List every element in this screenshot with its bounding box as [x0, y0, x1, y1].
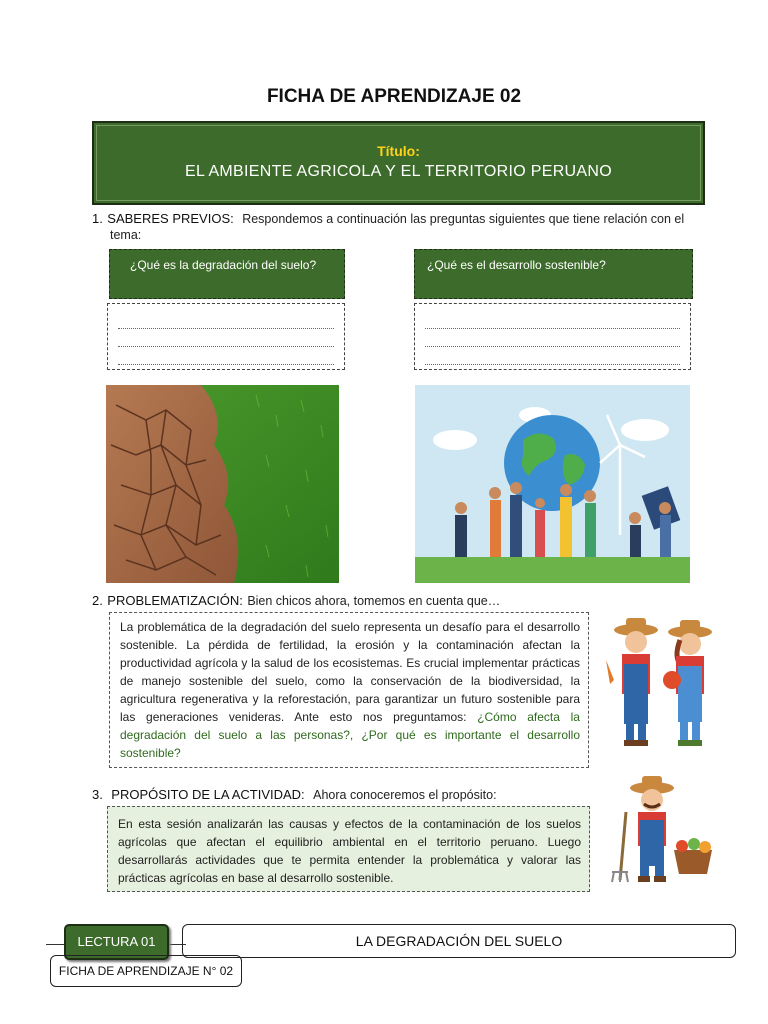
- section-number: 1.: [92, 211, 103, 226]
- sheet-label-box: [50, 955, 242, 987]
- answer-box-desarrollo[interactable]: [414, 303, 691, 370]
- question-text: ¿Qué es el desarrollo sostenible?: [427, 258, 606, 272]
- section-problematizacion: [92, 592, 612, 610]
- reading-title-box: [182, 924, 736, 958]
- section-number: 3.: [92, 787, 103, 802]
- question-box-degradacion: [109, 249, 345, 299]
- title-subtitle: EL AMBIENTE AGRICOLA Y EL TERRITORIO PERUANO: [185, 163, 612, 180]
- soil-degradation-image: [106, 385, 339, 583]
- section-number: 2.: [92, 593, 103, 608]
- farmers-couple-image: [600, 612, 725, 752]
- sheet-label: FICHA DE APRENDIZAJE N° 02: [58, 964, 234, 978]
- section-heading: SABERES PREVIOS:: [107, 211, 234, 226]
- answer-line: [118, 330, 334, 347]
- section-intro-cont: tema:: [110, 228, 142, 242]
- reading-title: LA DEGRADACIÓN DEL SUELO: [355, 933, 563, 949]
- section-heading: PROBLEMATIZACIÓN:: [107, 593, 243, 608]
- section-proposito: [92, 786, 612, 804]
- problem-text-box: [109, 612, 589, 768]
- answer-line: [425, 312, 680, 329]
- reading-label: LECTURA 01: [77, 934, 156, 949]
- answer-line: [118, 312, 334, 329]
- answer-line: [425, 348, 680, 365]
- section-intro: Ahora conoceremos el propósito:: [313, 788, 497, 802]
- page-title: FICHA DE APRENDIZAJE 02: [266, 86, 522, 107]
- title-label: Título:: [377, 143, 420, 159]
- answer-line: [425, 330, 680, 347]
- title-banner: [92, 121, 705, 205]
- purpose-body: En esta sesión analizarán las causas y efectos de la contaminación de los suelos agrícolas que afectan el equilibrio ambiental en el territorio peruano. Luego desarrollarás actividades que te permita entender la problemática y valorar las prácticas agrícolas en base al desarrollo sostenible.: [118, 817, 581, 885]
- question-text: ¿Qué es la degradación del suelo?: [130, 258, 317, 272]
- problem-question: ¿Cómo afecta la degradación del suelo a las personas?, ¿Por qué es importante el desarrollo sostenible?: [120, 710, 580, 760]
- purpose-text-box: [107, 806, 590, 892]
- section-heading: PROPÓSITO DE LA ACTIVIDAD:: [111, 787, 305, 802]
- problem-body: La problemática de la degradación del suelo representa un desafío para el desarrollo sostenible. La pérdida de fertilidad, la erosión y la contaminación afectan la productividad agrícola y la salud de los ecosistemas. Es crucial implementar prácticas de manejo sostenible del suelo, como la conservación de la biodiversidad, la agricultura regenerativa y la reforestación, para garantizar un futuro sostenible para las generaciones venideras. Ante esto nos preguntamos:: [120, 620, 580, 724]
- answer-box-degradacion[interactable]: [107, 303, 345, 370]
- section-saberes-previos: [92, 210, 712, 228]
- answer-line: [118, 348, 334, 365]
- question-box-desarrollo: [414, 249, 693, 299]
- section-intro: Bien chicos ahora, tomemos en cuenta que…: [247, 594, 501, 608]
- sustainable-development-image: [415, 385, 690, 583]
- farmer-harvest-image: [608, 772, 718, 884]
- section-intro: Respondemos a continuación las preguntas siguientes que tiene relación con el: [242, 212, 685, 226]
